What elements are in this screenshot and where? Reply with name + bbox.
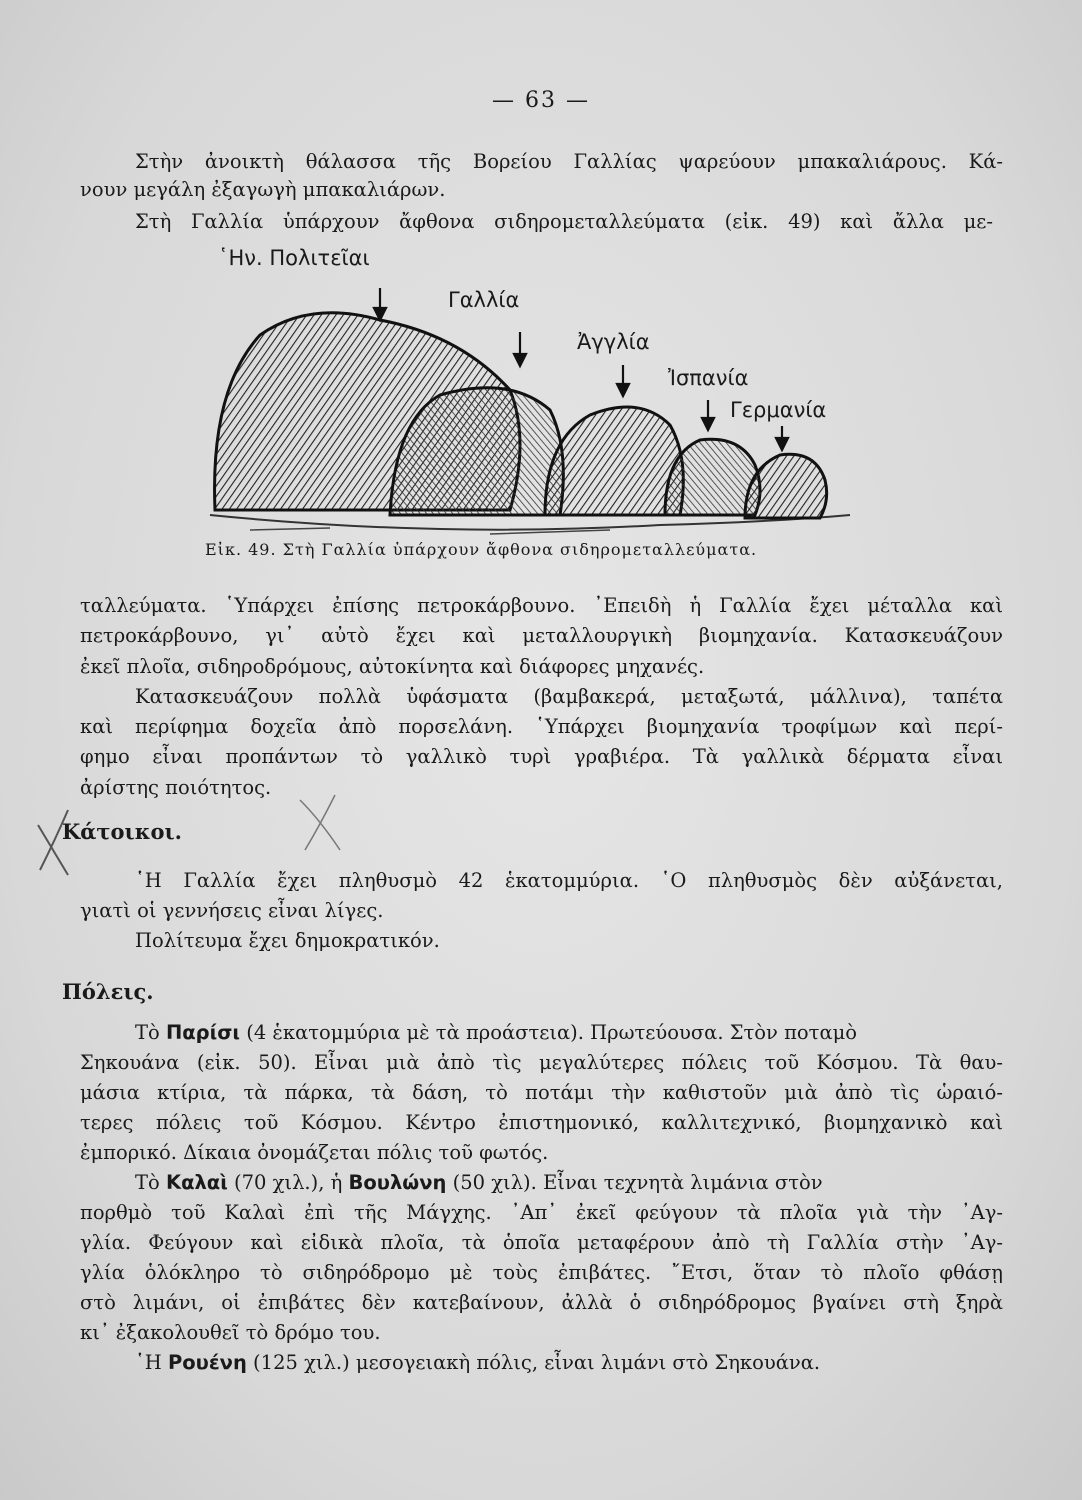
text-line-rouen — [135, 1351, 820, 1375]
rock-germany — [745, 454, 827, 518]
city-paris: Παρίσι — [165, 1021, 241, 1044]
section-heading-katoikoi: Κάτοικοι. — [62, 819, 182, 844]
rock-england — [545, 407, 683, 515]
text-line: Πολίτευμα ἔχει δημοκρατικόν. — [135, 929, 440, 952]
text-line: γλία ὁλόκληρο τὸ σιδηρόδρομο μὲ τοὺς ἐπιβάτες. ῎Ετσι, ὅταν τὸ πλοῖο φθάσῃ — [80, 1261, 1003, 1284]
text-line: ἀρίστης ποιότητος. — [80, 776, 272, 799]
text-line-calais — [135, 1171, 1003, 1195]
rocks-drawing — [190, 240, 880, 540]
label-usa: ῾Ην. Πολιτεῖαι — [218, 246, 370, 270]
text-span: (125 χιλ.) μεσογειακὴ πόλις, εἶναι λιμάνι στὸ Σηκουάνα. — [246, 1351, 821, 1374]
text-line: Κατασκευάζουν πολλὰ ὑφάσματα (βαμβακερά, μεταξωτά, μάλλινα), ταπέτα — [135, 685, 1003, 708]
text-line: ἐκεῖ πλοῖα, σιδηροδρόμους, αὐτοκίνητα καὶ διάφορες μηχανές. — [80, 655, 705, 678]
text-line: Στὴν ἀνοικτὴ θάλασσα τῆς Βορείου Γαλλίας ψαρεύουν μπακαλιάρους. Κά- — [135, 150, 1003, 173]
city-boulogne: Βουλώνη — [348, 1171, 447, 1194]
figure-caption: Εἰκ. 49. Στὴ Γαλλία ὑπάρχουν ἄφθονα σιδηρομεταλλεύματα. — [205, 540, 758, 559]
text-span: Τὸ — [135, 1171, 166, 1194]
text-span: Τὸ — [135, 1021, 166, 1044]
text-line: γλία. Φεύγουν καὶ εἰδικὰ πλοῖα, τὰ ὁποῖα μεταφέρουν ἀπὸ τὴ Γαλλία στὴν ᾿Αγ- — [80, 1231, 1003, 1254]
text-line: πετροκάρβουνο, γι᾿ αὐτὸ ἔχει καὶ μεταλλουργικὴ βιομηχανία. Κατασκευάζουν — [80, 624, 1003, 647]
text-span: ῾Η — [135, 1351, 168, 1374]
page-number: — 63 — — [492, 88, 590, 113]
label-france: Γαλλία — [448, 288, 520, 312]
text-line: ἐμπορικό. Δίκαια ὀνομάζεται πόλις τοῦ φωτός. — [80, 1141, 549, 1164]
text-line: ῾Η Γαλλία ἔχει πληθυσμὸ 42 ἑκατομμύρια. ῾Ο πληθυσμὸς δὲν αὐξάνεται, — [135, 869, 1003, 892]
text-line: καὶ περίφημα δοχεῖα ἀπὸ πορσελάνη. ῾Υπάρχει βιομηχανία τροφίμων καὶ περί- — [80, 715, 1003, 738]
text-line: πορθμὸ τοῦ Καλαὶ ἐπὶ τῆς Μάγχης. ᾿Απ᾿ ἐκεῖ φεύγουν τὰ πλοῖα γιὰ τὴν ᾿Αγ- — [80, 1201, 1003, 1224]
text-line: Στὴ Γαλλία ὑπάρχουν ἄφθονα σιδηρομεταλλεύματα (εἰκ. 49) καὶ ἄλλα με- — [135, 210, 993, 233]
text-span: (4 ἑκατομμύρια μὲ τὰ προάστεια). Πρωτεύουσα. Στὸν ποταμὸ — [240, 1021, 858, 1044]
text-line: τερες πόλεις τοῦ Κόσμου. Κέντρο ἐπιστημονικό, καλλιτεχνικό, βιομηχανικὸ καὶ — [80, 1111, 1003, 1134]
text-line: κι᾿ ἐξακολουθεῖ τὸ δρόμο του. — [80, 1321, 381, 1344]
text-line: ταλλεύματα. ῾Υπάρχει ἐπίσης πετροκάρβουνο. ᾿Επειδὴ ἡ Γαλλία ἔχει μέταλλα καὶ — [80, 594, 1003, 617]
text-line-paris — [135, 1021, 1003, 1045]
city-rouen: Ρουένη — [167, 1351, 247, 1374]
ore-rocks-illustration — [190, 240, 880, 540]
text-line: φημο εἶναι προπάντων τὸ γαλλικὸ τυρὶ γραβιέρα. Τὰ γαλλικὰ δέρματα εἶναι — [80, 745, 1003, 768]
text-span: (50 χιλ). Εἶναι τεχνητὰ λιμάνια στὸν — [446, 1171, 823, 1194]
city-calais: Καλαὶ — [165, 1171, 228, 1194]
text-line: μάσια κτίρια, τὰ πάρκα, τὰ δάση, τὸ ποτάμι τὴν καθιστοῦν μιὰ ἀπὸ τὶς ὡραιό- — [80, 1081, 1003, 1104]
text-line: Σηκουάνα (εἰκ. 50). Εἶναι μιὰ ἀπὸ τὶς μεγαλύτερες πόλεις τοῦ Κόσμου. Τὰ θαυ- — [80, 1051, 1003, 1074]
text-line: νουν μεγάλη ἐξαγωγὴ μπακαλιάρων. — [80, 178, 446, 201]
text-line: στὸ λιμάνι, οἱ ἐπιβάτες δὲν κατεβαίνουν, ἀλλὰ ὁ σιδηρόδρομος βγαίνει στὴ ξηρὰ — [80, 1291, 1003, 1314]
text-line: γιατὶ οἱ γεννήσεις εἶναι λίγες. — [80, 899, 384, 922]
label-germany: Γερμανία — [730, 398, 827, 422]
text-span: (70 χιλ.), ἡ — [227, 1171, 349, 1194]
section-heading-poleis: Πόλεις. — [62, 979, 154, 1004]
label-england: Ἀγγλία — [577, 330, 650, 354]
label-spain: Ἰσπανία — [668, 366, 749, 390]
